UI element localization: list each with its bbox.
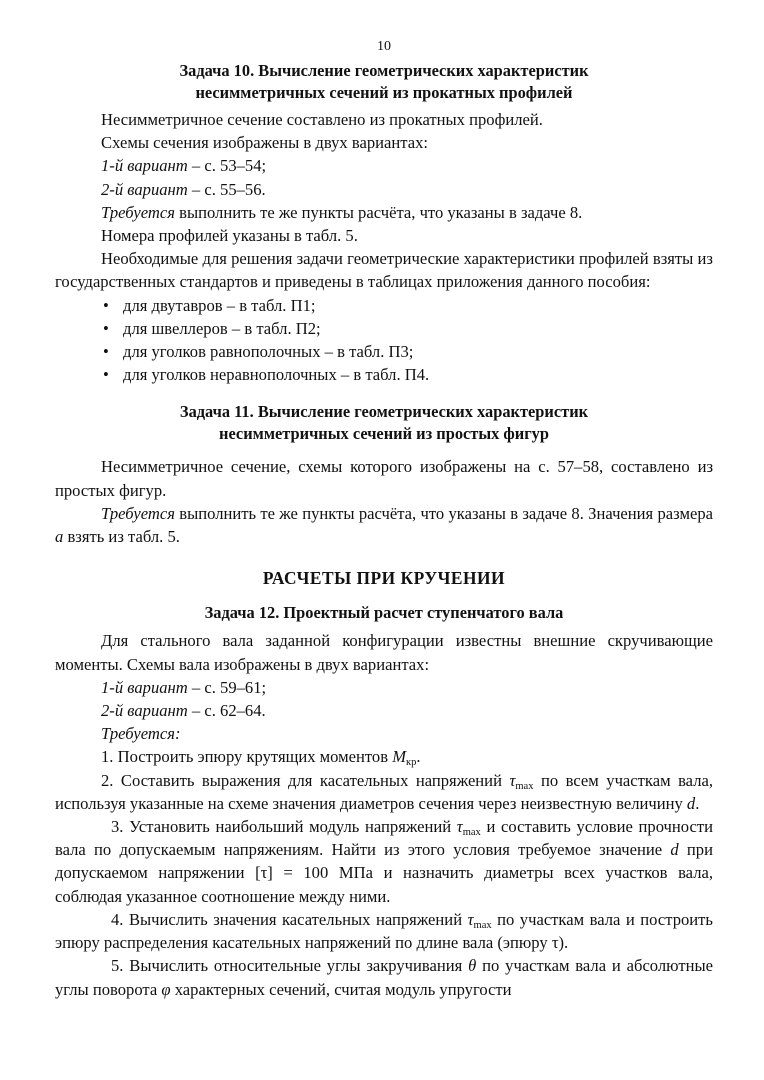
tau-symbol: τ: [456, 817, 463, 837]
task10-variant-2-pages: – с. 55–56.: [187, 179, 266, 199]
task12-variant-2-pages: – с. 62–64.: [187, 701, 266, 721]
task10-table-list: [55, 294, 713, 387]
tau-subscript: max: [473, 919, 492, 931]
task12-item-1-end: .: [416, 747, 421, 767]
task12-item-3-text-b: и составить условие прочности вала по допускаемым напряжениям. Найти из этого условия требуемое значение: [55, 817, 713, 860]
torque-subscript: кр: [406, 757, 417, 769]
task11-title-line2: несимметричных сечений из простых фигур: [219, 424, 549, 444]
section-title: РАСЧЕТЫ ПРИ КРУЧЕНИИ: [262, 568, 506, 589]
task12-item-5-text-c: характерных сечений, считая модуль упругости: [170, 979, 512, 999]
task12-item-2-end: .: [695, 793, 700, 813]
tau-subscript: max: [515, 780, 534, 792]
task10-paragraph-1: Несимметричное сечение составлено из прокатных профилей.: [101, 110, 543, 129]
task10-requirement-label: Требуется: [101, 202, 175, 222]
task12-item-4: [55, 908, 713, 954]
task10-title-line2: несимметричных сечений из прокатных профилей: [195, 83, 573, 102]
task10-requirement-text: выполнить те же пункты расчёта, что указаны в задаче 8.: [174, 202, 583, 222]
task12-item-2: [55, 769, 713, 815]
task10-paragraph-2: Схемы сечения изображены в двух вариантах:: [101, 133, 428, 153]
task12-variant-2-label: 2-й вариант: [101, 701, 188, 721]
task10-profile-numbers: Номера профилей указаны в табл. 5.: [101, 226, 358, 246]
task12-heading: Задача 12. Проектный расчет ступенчатого вала: [204, 603, 564, 623]
task11-requirement-text: выполнить те же пункты расчёта, что указаны в задаче 8. Значения размера: [174, 503, 713, 523]
list-item: • для уголков равнополочных – в табл. П3;: [101, 340, 713, 363]
task12-item-4-text-b: по участкам вала и построить эпюру распределения касательных напряжений по длине вала (эпюру τ).: [55, 909, 713, 953]
task11-title-line1: Задача 11. Вычисление геометрических характеристик: [179, 402, 589, 422]
phi-symbol: φ: [161, 979, 171, 999]
tau-subscript: max: [462, 827, 481, 839]
task12-intro: Для стального вала заданной конфигурации известны внешние скручивающие моменты. Схемы вала изображены в двух вариантах:: [55, 631, 713, 674]
tau-symbol: τ: [509, 770, 516, 790]
d-symbol: d: [670, 840, 679, 860]
torque-symbol: M: [392, 747, 407, 767]
task10-heading: [55, 60, 713, 104]
list-item: • для швеллеров – в табл. П2;: [101, 317, 713, 340]
task12-item-5: [55, 954, 713, 1000]
task10-variant-1-label: 1-й вариант: [101, 156, 188, 176]
task11-requirement-tail: взять из табл. 5.: [63, 527, 180, 547]
task11-paragraph-1: Несимметричное сечение, схемы которого изображены на с. 57–58, составлено из простых фигур.: [55, 457, 713, 500]
task12-requirement-label-text: Требуется:: [101, 724, 181, 744]
task12-item-3: [55, 815, 713, 908]
task10-requirement: [55, 201, 713, 224]
list-item: • для уголков неравнополочных – в табл. П4.: [101, 363, 713, 386]
task12-variant-1-label: 1-й вариант: [101, 677, 188, 697]
task10-title-line1: Задача 10. Вычисление геометрических характеристик: [179, 61, 589, 80]
task10-variant-2: [55, 178, 713, 201]
task11-requirement-label: Требуется: [101, 503, 175, 523]
task11-requirement: [55, 502, 713, 548]
task12-variant-1: [55, 676, 713, 699]
task12-item-1-text: 1. Построить эпюру крутящих моментов: [101, 747, 393, 767]
task12-item-2-text-b: по всем участкам вала, используя указанные на схеме значения диаметров сечения через неизвестную величину: [55, 770, 713, 813]
task11-heading: [55, 401, 713, 445]
task12-item-3-text-c: при допускаемом напряжении [τ] = 100 МПа и назначить диаметры всех участков вала, соблюдая указанное соотношение между ними.: [55, 840, 713, 906]
list-item: • для двутавров – в табл. П1;: [101, 294, 713, 317]
task12-item-1: [55, 745, 713, 768]
task12-item-5-text-b: по участкам вала и абсолютные углы поворота: [55, 956, 713, 999]
task10-variant-1-pages: – с. 53–54;: [187, 156, 267, 176]
page-number: 10: [377, 39, 391, 54]
task12-variant-2: [55, 699, 713, 722]
document-page: [55, 38, 713, 1001]
task10-variant-2-label: 2-й вариант: [101, 179, 188, 199]
task12-variant-1-pages: – с. 59–61;: [187, 677, 267, 697]
theta-symbol: θ: [468, 956, 477, 976]
d-symbol: d: [686, 793, 696, 813]
task12-item-2-text: 2. Составить выражения для касательных напряжений: [101, 770, 510, 790]
task10-needed-characteristics: Необходимые для решения задачи геометрические характеристики профилей взяты из государственных стандартов и приведены в таблицах приложения данного пособия:: [55, 249, 713, 292]
task12-item-3-text: 3. Установить наибольший модуль напряжений: [111, 817, 457, 837]
task11-size-variable: a: [55, 527, 64, 547]
task12-requirement-label: [55, 722, 713, 745]
task12-item-5-text: 5. Вычислить относительные углы закручивания: [111, 956, 469, 976]
task12-item-4-text: 4. Вычислить значения касательных напряжений: [111, 909, 468, 929]
task10-variant-1: [55, 154, 713, 177]
tau-symbol: τ: [467, 909, 474, 929]
